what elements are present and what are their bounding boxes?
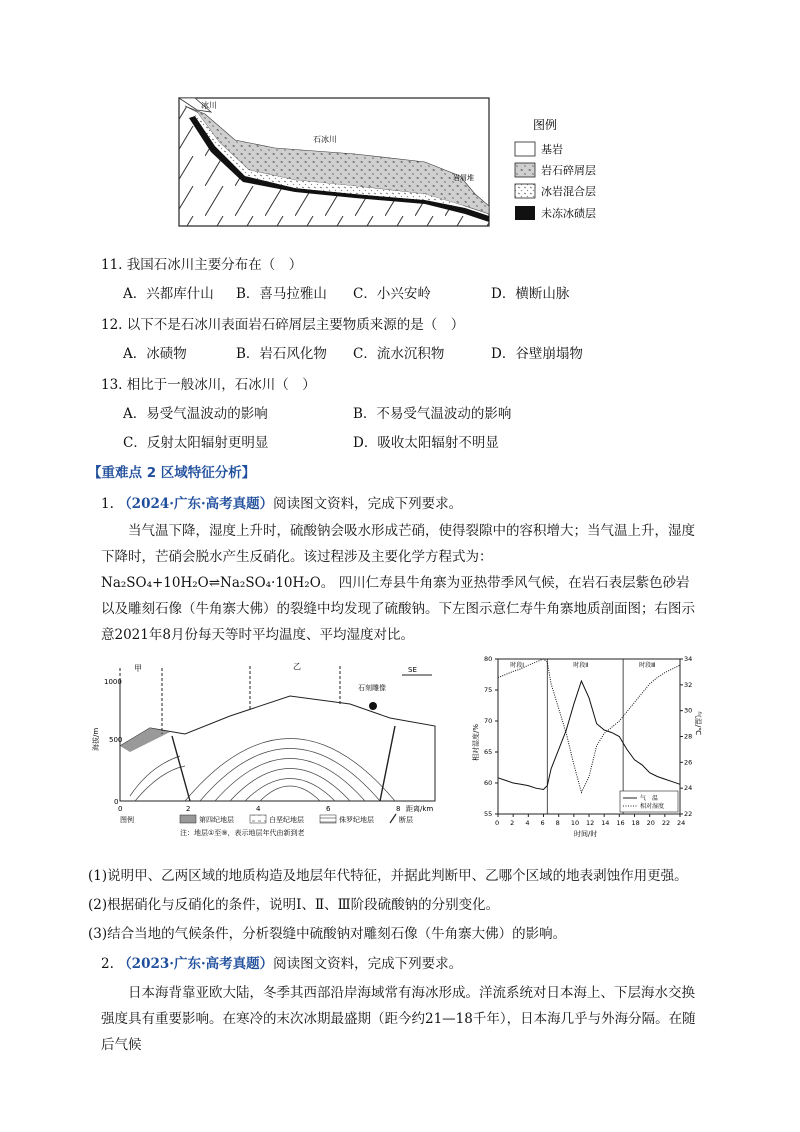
x-tick-label: 20 [646,819,655,827]
legend-bedrock-swatch [515,142,535,156]
y-right-tick-label: 32 [684,680,693,689]
rock-glacier-label: 石冰川 [313,135,337,144]
y-axis-label: 海拔/m [92,727,100,751]
y-right-tick-label: 30 [684,706,693,715]
y-right-tick-label: 22 [684,810,693,818]
x-tick-label: 24 [677,819,686,827]
geo-legend-title: 图例 [120,816,134,824]
x-axis-label: 时间/时 [574,830,598,838]
glacier-label: 冰川 [201,101,217,110]
q1-source: （2024·广东·高考真题） [118,496,274,512]
stage-label: 时段Ⅰ [510,662,525,669]
q11-option-b[interactable]: B．喜马拉雅山 [236,286,327,302]
y-left-tick-label: 55 [484,810,493,818]
q12-option-c[interactable]: C．流水沉积物 [353,346,445,362]
q13-option-a[interactable]: A．易受气温波动的影响 [123,406,268,422]
q13-option-d[interactable]: D．吸收太阳辐射不明显 [353,435,499,451]
legend-moraine-swatch [515,206,535,220]
y-right-axis-label: 气温/℃ [694,711,702,736]
x-tick-label: 4 [525,819,530,827]
direction-label: SE [408,666,417,674]
region-jia-label: 甲 [134,664,142,673]
question-13: 13. 相比于一般冰川，石冰川（ ） [101,377,316,393]
y-left-tick-label: 65 [484,748,493,756]
legend-debris: 岩石碎屑层 [541,164,596,177]
q2-source: （2023·广东·高考真题） [118,956,274,972]
y-left-axis-label: 相对湿度/% [472,723,480,761]
y-right-tick-label: 24 [684,784,693,793]
x-tick-4: 4 [256,805,261,813]
geo-legend-quat: 第四纪地层 [199,816,234,824]
q1-header: 1. （2024·广东·高考真题）阅读图文资料，完成下列要求。 [101,496,463,512]
x-tick-label: 14 [601,819,610,827]
y-right-tick-label: 26 [684,758,693,767]
geo-legend-jura: 侏罗纪地层 [339,816,374,824]
geology-cross-section [90,656,450,846]
q11-option-a[interactable]: A．兴都库什山 [123,286,214,302]
q1-sub-3: (3)结合当地的气候条件，分析裂缝中硫酸钠对雕刻石像（牛角寨大佛）的影响。 [88,926,567,942]
legend-title: 图例 [533,118,558,132]
legend-mix: 冰岩混合层 [541,185,596,198]
stage-label: 时段Ⅱ [573,662,589,669]
q12-option-b[interactable]: B．岩石风化物 [236,346,327,362]
q13-option-b[interactable]: B．不易受气温波动的影响 [353,406,512,422]
geo-legend-quat-swatch [180,815,196,823]
x-tick-label: 18 [631,819,640,827]
geo-legend-cret: 白垩纪地层 [269,816,304,824]
legend-moraine: 未冻冰碛层 [541,207,596,220]
legend-mix-swatch [515,184,535,198]
talus-label: 岩屑堆 [453,174,474,182]
q11-option-c[interactable]: C．小兴安岭 [353,286,431,302]
y-left-tick-label: 70 [484,717,493,725]
stage-label: 时段Ⅲ [639,662,656,669]
legend-temp: 气 温 [640,795,659,802]
q1-sub-1: (1)说明甲、乙两区域的地质构造及地层年代特征，并据此判断甲、乙哪个区域的地表剥蚀作用更强。 [88,868,688,884]
question-12: 12. 以下不是石冰川表面岩石碎屑层主要物质来源的是（ ） [101,317,465,333]
x-tick-2: 2 [186,805,191,813]
statue-label: 石刻雕像 [358,684,386,692]
q2-header: 2. （2023·广东·高考真题）阅读图文资料，完成下列要求。 [101,956,463,972]
y-right-tick-label: 28 [684,732,693,741]
q12-option-d[interactable]: D．谷壁崩塌物 [491,346,583,362]
x-tick-label: 10 [570,819,580,827]
x-tick-label: 2 [510,819,515,827]
statue-marker [369,702,377,710]
y-left-tick-label: 80 [484,655,493,663]
geo-legend-fault-swatch [390,814,396,823]
legend-bedrock: 基岩 [541,143,563,156]
geo-legend-fault: 断层 [399,816,413,824]
q11-option-d[interactable]: D．横断山脉 [491,286,570,302]
q2-paragraph: 日本海背靠亚欧大陆，冬季其西部沿岸海域常有海冰形成。洋流系统对日本海上、下层海水交换强度具有重要影响。在寒冷的末次冰期最盛期（距今约21—18千年），日本海几乎与外海分隔。在随后气候 [101,985,696,1053]
temp-humidity-chart [472,651,702,843]
legend-humidity: 相对湿度 [640,803,665,810]
rock-glacier-figure [175,96,635,230]
geo-legend-jura-swatch [320,815,336,823]
x-axis-label: 距离/km [406,805,434,813]
x-tick-8: 8 [396,805,401,813]
x-tick-label: 6 [540,819,545,827]
x-tick-label: 22 [661,819,671,827]
x-tick-6: 6 [326,805,331,813]
q12-option-a[interactable]: A．冰碛物 [123,346,187,362]
region-yi-label: 乙 [293,662,301,671]
x-tick-label: 12 [586,819,595,827]
y-tick-0: 0 [114,798,119,806]
x-tick-label: 0 [495,819,500,827]
x-tick-label: 8 [555,819,560,827]
x-tick-label: 16 [616,819,625,827]
y-tick-500: 500 [109,736,123,744]
q1-sub-2: (2)根据硝化与反硝化的条件，说明Ⅰ、Ⅱ、Ⅲ阶段硫酸钠的分别变化。 [88,897,500,913]
question-11: 11. 我国石冰川主要分布在（ ） [101,257,303,273]
y-left-tick-label: 75 [484,686,493,694]
x-tick-0: 0 [118,805,123,813]
geo-note: 注：地层①至⑨，表示地层年代由新到老 [180,829,305,837]
section-title: 【重难点 2 区域特征分析】 [88,465,256,481]
geo-legend-cret-swatch [250,815,266,823]
q13-option-c[interactable]: C．反射太阳辐射更明显 [123,435,269,451]
legend-debris-swatch [515,163,535,177]
y-left-tick-label: 60 [484,779,493,787]
y-right-tick-label: 34 [684,655,693,663]
q1-paragraph: 当气温下降，湿度上升时，硫酸钠会吸水形成芒硝，使得裂隙中的容积增大；当气温上升，湿度下降时，芒硝会脱水产生反硝化。该过程涉及主要化学方程式为：Na₂SO₄+10H₂O⇌Na₂SO₄·10H₂O。 四川仁寿县牛角寨为亚热带季风气候，在岩石表层紫色砂岩以及雕刻石像（牛角寨大佛）的裂缝中均发现了硫酸钠。下左图示意仁寿牛角寨地质剖面图；右图示意2021年8月份每天等时平均温度、平均湿度对比。 [101,523,695,643]
y-tick-1000: 1000 [104,678,122,686]
